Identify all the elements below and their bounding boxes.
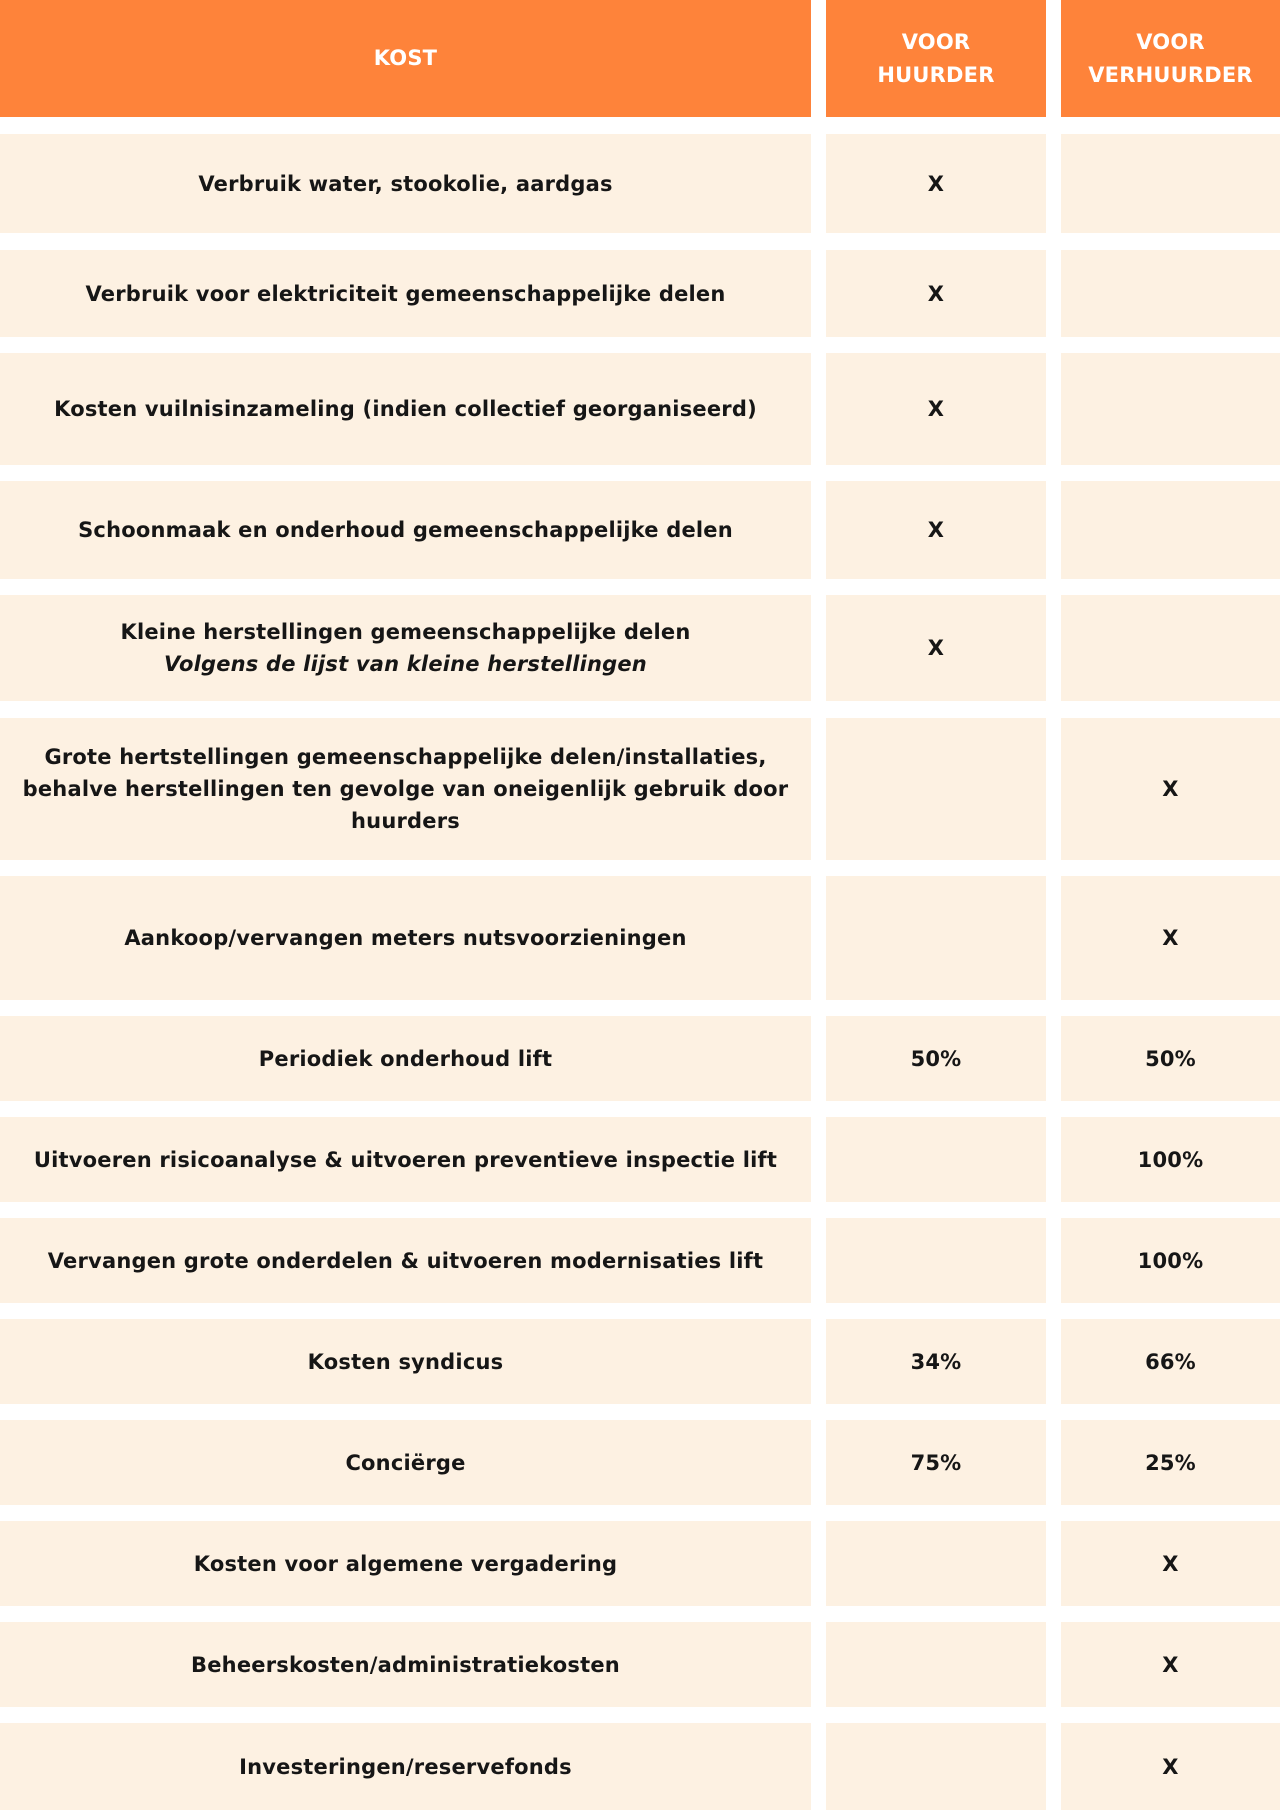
kost-label: Kosten vuilnisinzameling (indien collectief georganiseerd) [54, 397, 757, 421]
table-row-huurder [826, 250, 1046, 337]
table-row-verhuurder [1061, 1521, 1280, 1606]
verhuurder-value: X [1162, 777, 1179, 801]
table-row-kost [0, 134, 811, 233]
table-row-verhuurder [1061, 1319, 1280, 1404]
kost-label: Beheerskosten/administratiekosten [191, 1652, 620, 1677]
huurder-value: X [927, 518, 945, 542]
kost-note: Volgens de lijst van kleine herstellingen [164, 652, 647, 676]
table-row-verhuurder [1061, 1420, 1280, 1505]
kost-label: Vervangen grote onderdelen & uitvoeren modernisaties lift [47, 1248, 764, 1273]
table-row-verhuurder [1061, 876, 1280, 1000]
header-voor-huurder-line-1: VOOR [901, 29, 971, 54]
verhuurder-value: X [1162, 926, 1179, 950]
verhuurder-value: 66% [1145, 1349, 1196, 1374]
kost-label: Kosten syndicus [307, 1349, 504, 1374]
huurder-value: 75% [910, 1450, 962, 1475]
header-kost [0, 0, 811, 117]
table-row-huurder [826, 134, 1046, 233]
kost-label: Conciërge [345, 1450, 466, 1475]
table-row-kost [0, 718, 811, 860]
kost-label: Periodiek onderhoud lift [258, 1046, 553, 1071]
verhuurder-value: X [1162, 1652, 1179, 1677]
verhuurder-value: X [1162, 1551, 1179, 1576]
table-row-huurder [826, 1319, 1046, 1404]
huurder-value: X [927, 636, 945, 660]
table-row-verhuurder [1061, 1622, 1280, 1707]
kost-label: Investeringen/reservefonds [239, 1754, 572, 1779]
table-row-kost [0, 1016, 811, 1101]
table-row-kost [0, 1319, 811, 1404]
table-row-kost [0, 595, 811, 701]
kost-label: Verbruik voor elektriciteit gemeenschappelijke delen [85, 281, 726, 306]
kost-label: Verbruik water, stookolie, aardgas [198, 171, 613, 196]
kost-label-line-3: huurders [351, 809, 460, 833]
header-voor-huurder-line-2: HUURDER [877, 62, 995, 87]
huurder-value: 34% [910, 1349, 962, 1374]
table-row-verhuurder [1061, 134, 1280, 233]
verhuurder-value: 100% [1137, 1248, 1204, 1273]
verhuurder-value: 25% [1145, 1450, 1196, 1475]
header-voor-huurder [826, 0, 1046, 117]
kost-label: Kleine herstellingen gemeenschappelijke delen [120, 620, 691, 644]
table-row-huurder [826, 1622, 1046, 1707]
huurder-value: X [927, 281, 945, 306]
table-row-verhuurder [1061, 1016, 1280, 1101]
table-row-huurder [826, 1218, 1046, 1303]
kost-label: Uitvoeren risicoanalyse & uitvoeren preventieve inspectie lift [33, 1147, 778, 1172]
table-row-huurder [826, 595, 1046, 701]
header-voor-verhuurder-line-2: VERHUURDER [1088, 62, 1253, 87]
table-row-kost [0, 876, 811, 1000]
kost-label-line-1: Grote hertstellingen gemeenschappelijke delen/installaties, [44, 745, 767, 769]
table-row-kost [0, 481, 811, 579]
huurder-value: X [927, 397, 945, 421]
table-row-kost [0, 353, 811, 465]
huurder-value: X [927, 171, 945, 196]
header-kost-label: KOST [373, 46, 438, 70]
verhuurder-value: X [1162, 1754, 1179, 1779]
verhuurder-value: 100% [1137, 1147, 1204, 1172]
table-row-kost [0, 250, 811, 337]
table-row-verhuurder [1061, 1117, 1280, 1202]
table-row-huurder [826, 1521, 1046, 1606]
table-row-huurder [826, 718, 1046, 860]
table-row-verhuurder [1061, 250, 1280, 337]
table-row-huurder [826, 353, 1046, 465]
table-row-huurder [826, 1016, 1046, 1101]
kost-label: Schoonmaak en onderhoud gemeenschappelijke delen [78, 518, 733, 542]
table-row-huurder [826, 876, 1046, 1000]
table-row-kost [0, 1117, 811, 1202]
kost-label: Aankoop/vervangen meters nutsvoorzieningen [124, 926, 687, 950]
table-row-huurder [826, 481, 1046, 579]
header-voor-verhuurder-line-1: VOOR [1136, 29, 1205, 54]
table-row-verhuurder [1061, 353, 1280, 465]
table-row-verhuurder [1061, 481, 1280, 579]
table-row-kost [0, 1622, 811, 1707]
table-row-verhuurder [1061, 1218, 1280, 1303]
kost-label-line-2: behalve herstellingen ten gevolge van oneigenlijk gebruik door [22, 777, 789, 801]
table-row-verhuurder [1061, 1723, 1280, 1810]
table-row-kost [0, 1218, 811, 1303]
table-row-kost [0, 1723, 811, 1810]
header-voor-verhuurder [1061, 0, 1280, 117]
table-row-huurder [826, 1117, 1046, 1202]
table-row-verhuurder [1061, 718, 1280, 860]
kost-label: Kosten voor algemene vergadering [193, 1551, 618, 1576]
table-row-huurder [826, 1420, 1046, 1505]
huurder-value: 50% [910, 1046, 962, 1071]
table-row-verhuurder [1061, 595, 1280, 701]
table-row-kost [0, 1521, 811, 1606]
verhuurder-value: 50% [1145, 1046, 1196, 1071]
table-row-kost [0, 1420, 811, 1505]
table-row-huurder [826, 1723, 1046, 1810]
